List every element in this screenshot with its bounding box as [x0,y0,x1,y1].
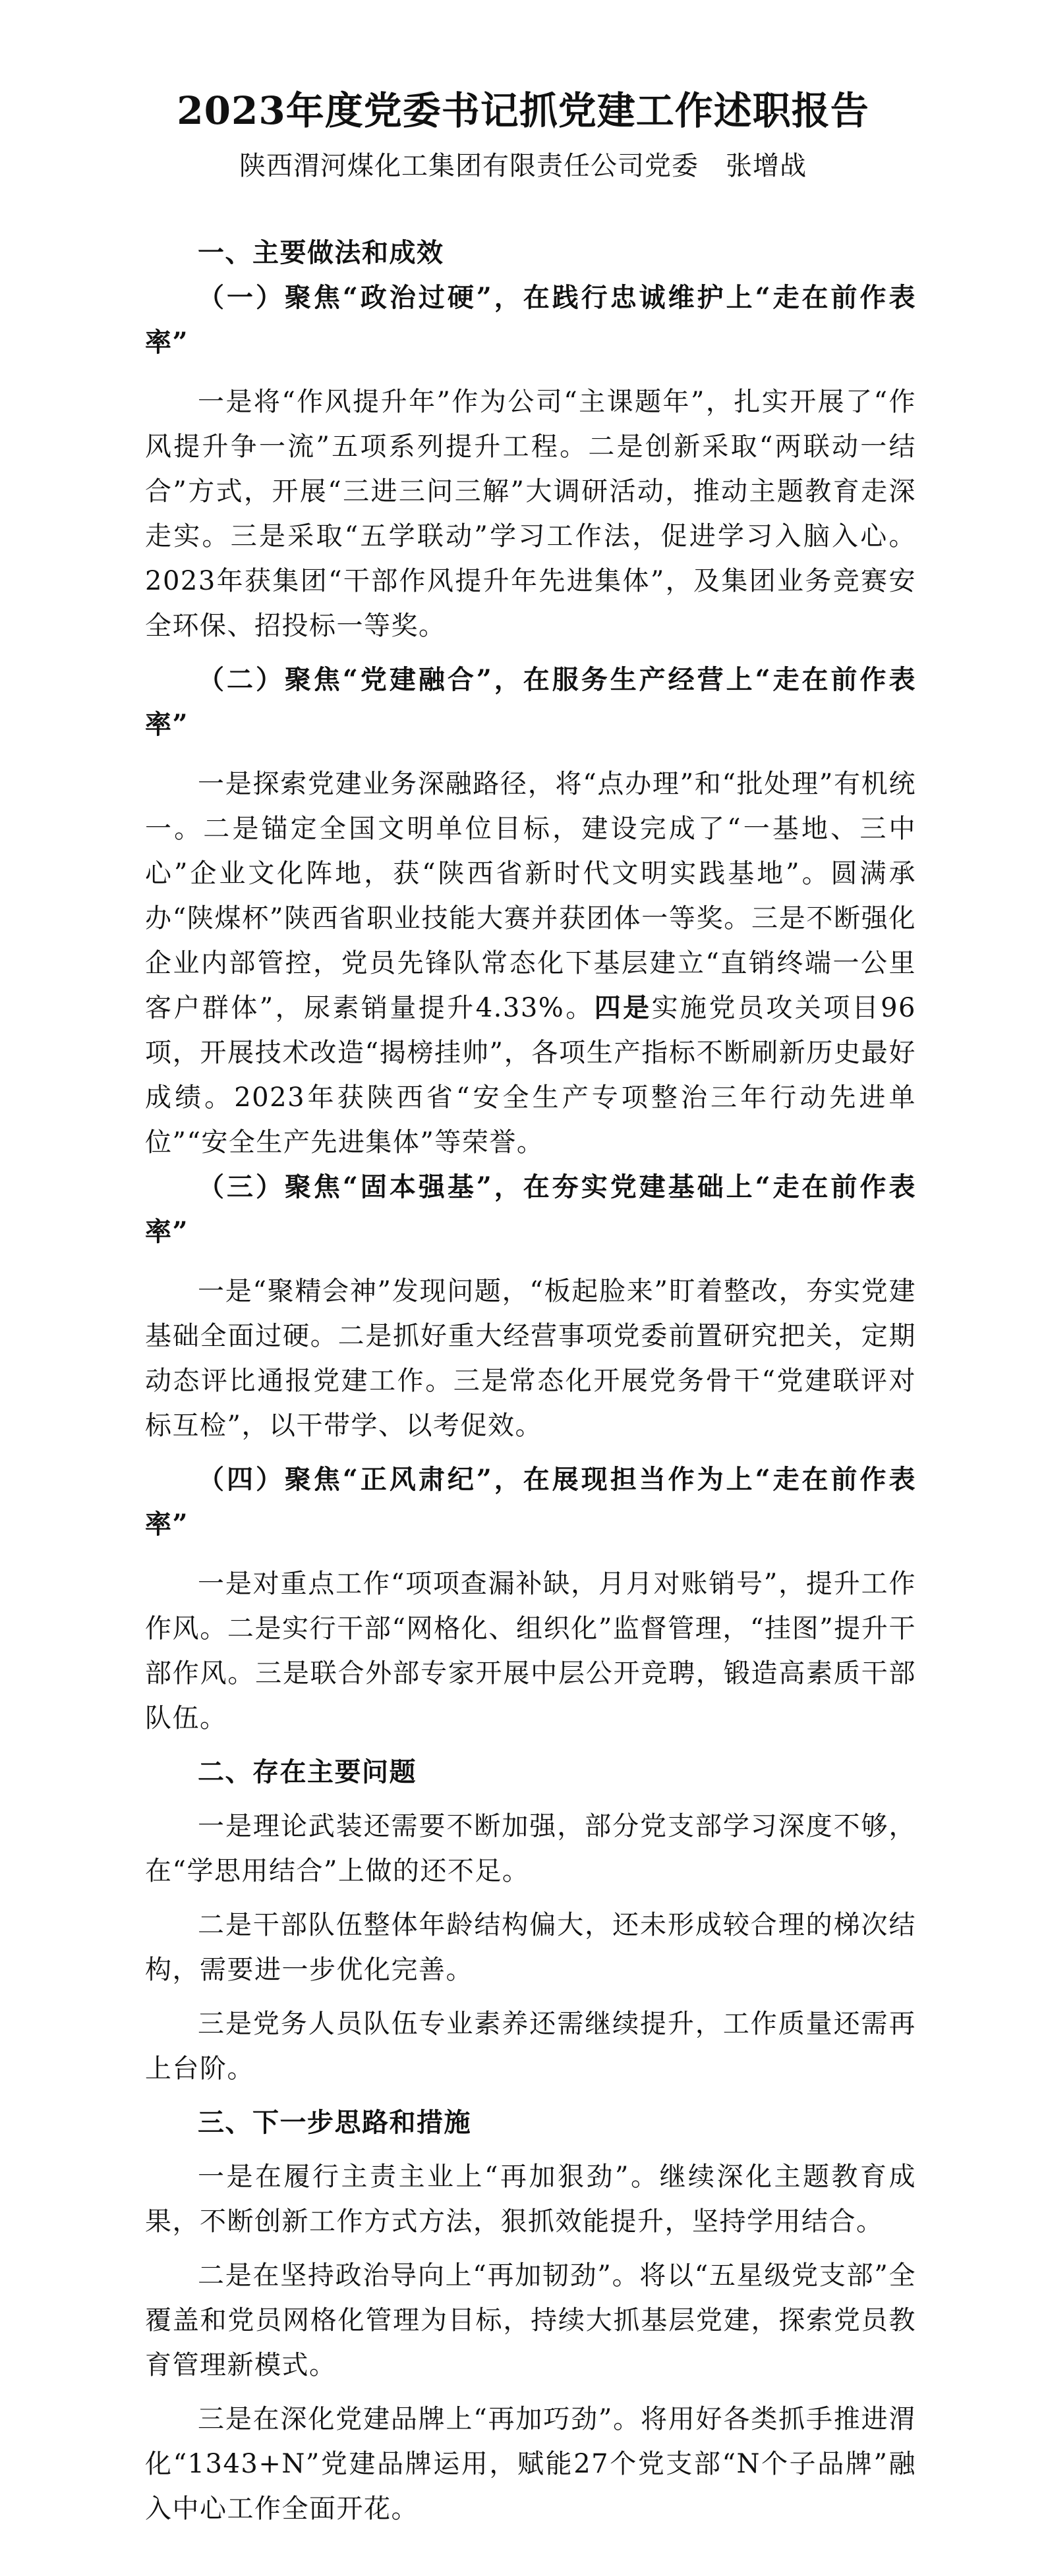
section-heading-practices: 一、主要做法和成效 [198,238,444,268]
paragraph-problem-2: 二是干部队伍整体年龄结构偏大，还未形成较合理的梯次结构，需要进一步优化完善。 [145,1910,916,1985]
paragraph-integration [145,762,916,1165]
report-body [145,231,916,2531]
paragraph-integration-text: 一是探索党建业务深融路径，将“点办理”和“批处理”有机统一。二是锚定全国文明单位目标，建设完成了“一基地、三中心”企业文化阵地，获“陕西省新时代文明实践基地”。圆满承办“陕煤杯”陕西省职业技能大赛并获团体一等奖。三是不断强化企业内部管控，党员先锋队常态化下基层建立“直销终端一公里客户群体”，尿素销量提升4.33%。 [145,769,916,1023]
paragraph-foundation: 一是“聚精会神”发现问题，“板起脸来”盯着整改，夯实党建基础全面过硬。二是抓好重大经营事项党委前置研究把关，定期动态评比通报党建工作。三是常态化开展党务骨干“党建联评对标互检”，以干带学、以考促效。 [145,1276,916,1441]
paragraph-measure-3: 三是在深化党建品牌上“再加巧劲”。将用好各类抓手推进渭化“1343+N”党建品牌运用，赋能27个党支部“N个子品牌”融入中心工作全面开花。 [145,2404,916,2524]
paragraph-problem-3: 三是党务人员队伍专业素养还需继续提升，工作质量还需再上台阶。 [145,2009,916,2084]
subheading-discipline: （四）聚焦“正风肃纪”，在展现担当作为上“走在前作表率” [145,1464,916,1540]
paragraph-measure-2: 二是在坚持政治导向上“再加韧劲”。将以“五星级党支部”全覆盖和党员网格化管理为目标，持续大抓基层党建，探索党员教育管理新模式。 [145,2260,916,2380]
section-heading-next-steps: 三、下一步思路和措施 [198,2108,471,2138]
subheading-political: （一）聚焦“政治过硬”，在践行忠诚维护上“走在前作表率” [145,282,916,358]
subheading-integration: （二）聚焦“党建融合”，在服务生产经营上“走在前作表率” [145,664,916,740]
section-heading-problems: 二、存在主要问题 [198,1757,417,1787]
paragraph-discipline: 一是对重点工作“项项查漏补缺，月月对账销号”，提升工作作风。二是实行干部“网格化、组织化”监督管理，“挂图”提升干部作风。三是联合外部专家开展中层公开竞聘，锻造高素质干部队伍。 [145,1569,916,1733]
subheading-foundation: （三）聚焦“固本强基”，在夯实党建基础上“走在前作表率” [145,1171,916,1247]
paragraph-integration-emphasis: 四是 [594,992,652,1023]
paragraph-political: 一是将“作风提升年”作为公司“主课题年”，扎实开展了“作风提升争一流”五项系列提升工程。二是创新采取“两联动一结合”方式，开展“三进三问三解”大调研活动，推动主题教育走深走实。三是采取“五学联动”学习工作法，促进学习入脑入心。2023年获集团“干部作风提升年先进集体”，及集团业务竞赛安全环保、招投标一等奖。 [145,387,916,641]
document-author-line: 陕西渭河煤化工集团有限责任公司党委 张增战 [239,151,807,181]
paragraph-measure-1: 一是在履行主责主业上“再加狠劲”。继续深化主题教育成果，不断创新工作方式方法，狠抓效能提升，坚持学用结合。 [145,2162,916,2237]
document-title: 2023年度党委书记抓党建工作述职报告 [177,88,869,133]
paragraph-problem-1: 一是理论武装还需要不断加强，部分党支部学习深度不够，在“学思用结合”上做的还不足。 [145,1811,916,1886]
paragraph-integration-text-cont: 实施党员攻关项目96项，开展技术改造“揭榜挂帅”，各项生产指标不断刷新历史最好成绩。2023年获陕西省“安全生产专项整治三年行动先进单位”“安全生产先进集体”等荣誉。 [145,993,916,1158]
